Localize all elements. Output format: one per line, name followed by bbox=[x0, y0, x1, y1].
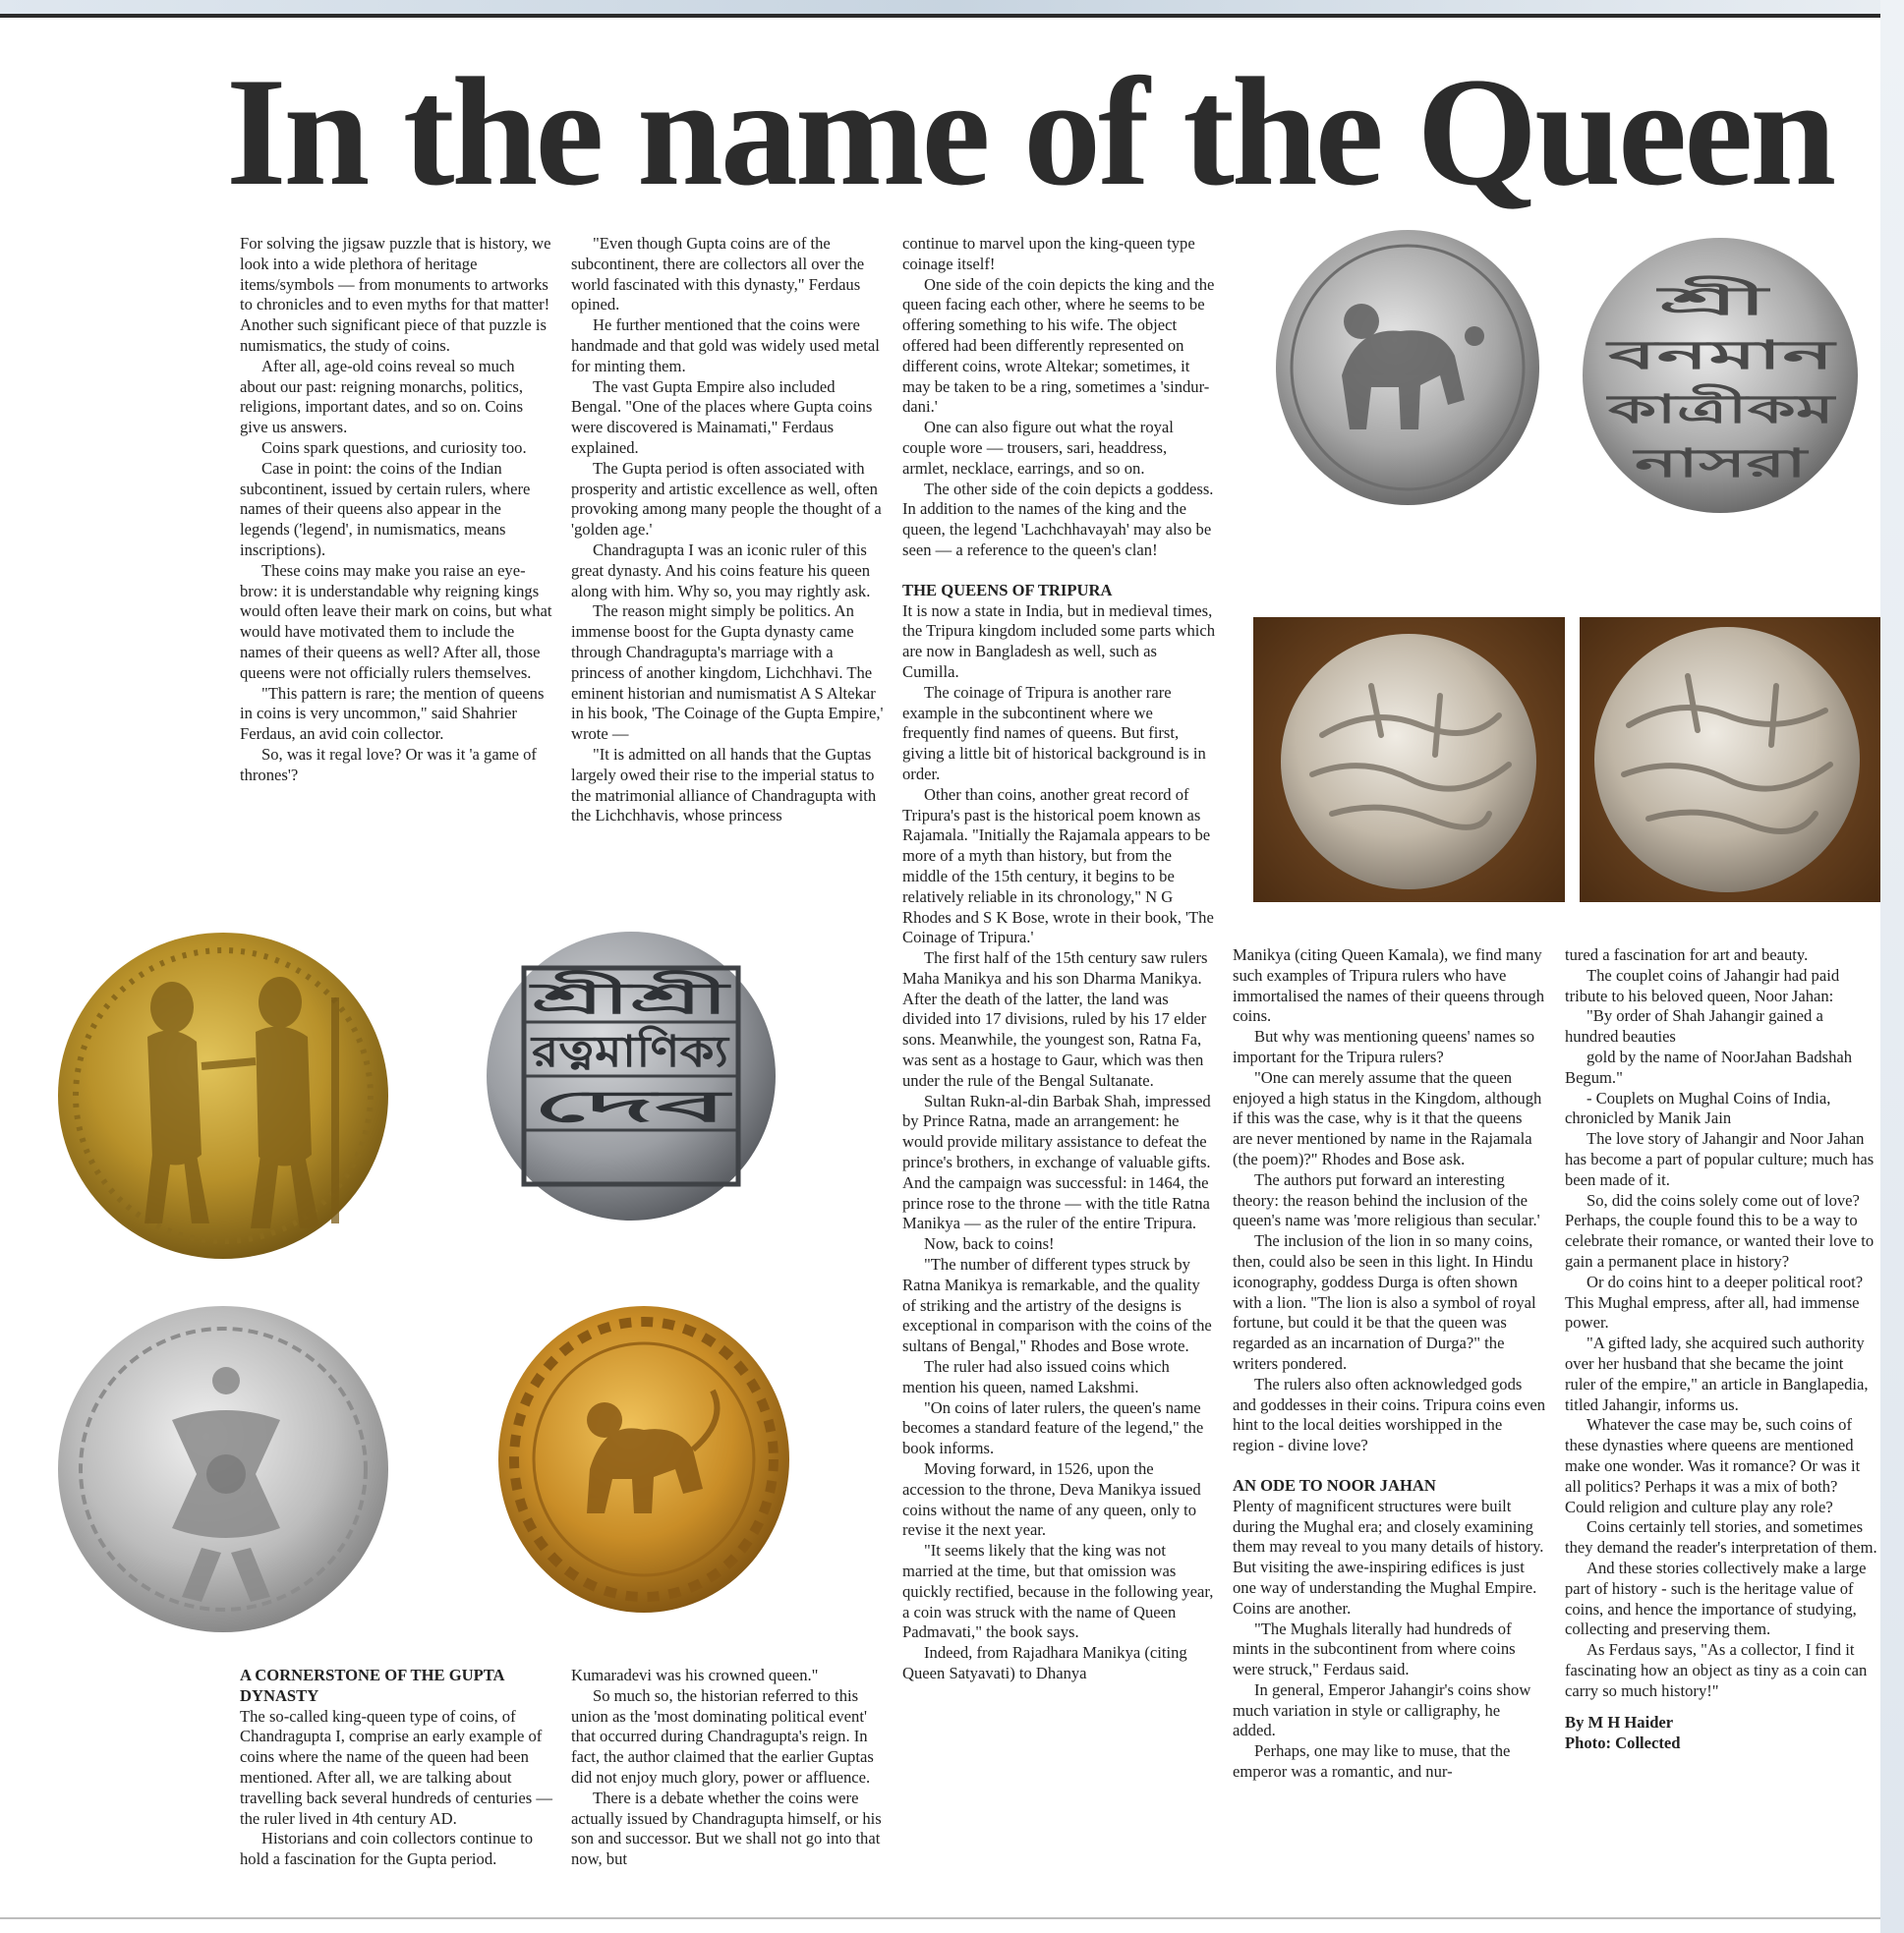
tripura-silver-lion-coin-image bbox=[1273, 228, 1543, 508]
paragraph: - Couplets on Mughal Coins of India, chronicled by Manik Jain bbox=[1565, 1088, 1831, 1128]
paragraph: Plenty of magnificent structures were built during the Mughal era; and closely examining them may reveal to you many details of history. But visiting the awe-inspiring edifices is just one way of understanding the Mughal Empire. Coins are another. bbox=[1233, 1496, 1544, 1618]
coin-legend-line: রত্নমাণিক্য bbox=[532, 1027, 706, 1077]
paragraph: But why was mentioning queens' names so important for the Tripura rulers? bbox=[1233, 1027, 1535, 1066]
top-decorative-band bbox=[0, 0, 1904, 14]
paragraph: "The number of different types struck by Ratna Manikya is remarkable, and the quality of striking and the artistry of the designs is exceptional in comparison with the coins of the sultans of Bengal," Rhodes and Bose wrote. bbox=[902, 1255, 1212, 1356]
paragraph: There is a debate whether the coins were actually issued by Chandragupta himself, or his son and successor. But we shall not go into that now, but bbox=[571, 1788, 882, 1869]
column-1-bottom bbox=[240, 1666, 552, 1870]
coin-legend-line: কাত্রীকম bbox=[1608, 387, 1737, 432]
paragraph: Other than coins, another great record of Tripura's past is the historical poem known as Rajamala. "Initially the Rajamala appears to be more of a myth than history, but from the middle of the 15th century, it begins to be relatively reliable in its chronology," N G Rhodes and S K Bose, wrote in their book, 'The Coinage of Tripura.' bbox=[902, 784, 1214, 947]
gupta-gold-coin-image bbox=[54, 929, 393, 1263]
paragraph: "It seems likely that the king was not married at the time, but that omission was quickly rectified, because in the following year, a coin was struck with the name of Queen Padmavati," the book says. bbox=[902, 1541, 1214, 1642]
paragraph: "A gifted lady, she acquired such authority over her husband that she became the joint ruler of the empire," an article in Banglapedia, titled Jahangir, informs us. bbox=[1565, 1334, 1869, 1414]
section-heading-gupta: A CORNERSTONE OF THE GUPTA DYNASTY bbox=[240, 1666, 504, 1705]
paragraph: The vast Gupta Empire also included Bengal. "One of the places where Gupta coins were discovered is Mainamati," Ferdaus explained. bbox=[571, 376, 873, 457]
column-1 bbox=[240, 234, 552, 786]
paragraph: Sultan Rukn-al-din Barbak Shah, impressed by Prince Ratna, made an arrangement: he would provide military assistance to defeat the prince's brothers, in exchange of valuable gifts. And the campaign was successful: in 1464, the prince rose to the throne — with the title Ratna Manikya — as the ruler of the entire Tripura. bbox=[902, 1091, 1211, 1233]
paragraph: One can also figure out what the royal couple wore — trousers, sari, headdress, armlet, necklace, earrings, and so on. bbox=[902, 418, 1174, 478]
paragraph: As Ferdaus says, "As a collector, I find it fascinating how an object as tiny as a coin can carry so much history!" bbox=[1565, 1640, 1868, 1700]
paragraph: Case in point: the coins of the Indian subcontinent, issued by certain rulers, where names of their queens also appear in the legends ('legend', in numismatics, means inscriptions). bbox=[240, 458, 531, 559]
coin-legend-line: বনমান bbox=[1603, 333, 1839, 378]
paragraph: For solving the jigsaw puzzle that is history, we look into a wide plethora of heritage items/symbols — from monuments to artworks to chronicles and to even myths for that matter! Another such significant piece of that puzzle is numismatics, the study of coins. bbox=[240, 234, 551, 355]
column-2-bottom bbox=[571, 1666, 884, 1870]
section-heading-noor-jahan: AN ODE TO NOOR JAHAN bbox=[1233, 1475, 1436, 1495]
paragraph: "It is admitted on all hands that the Guptas largely owed their rise to the imperial status to the matrimonial alliance of Chandragupta with the Lichchhavis, whose princess bbox=[571, 744, 877, 825]
mughal-coin-image bbox=[1253, 617, 1565, 902]
paragraph: Indeed, from Rajadhara Manikya (citing Queen Satyavati) to Dhanya bbox=[902, 1643, 1187, 1682]
paragraph: "On coins of later rulers, the queen's name becomes a standard feature of the legend," the book informs. bbox=[902, 1397, 1204, 1458]
paragraph: So, did the coins solely come out of love? Perhaps, the couple found this to be a way to celebrate their romance, or wanted their love to gain a permanent place in history? bbox=[1565, 1190, 1875, 1271]
coin-legend-line: শ্রী bbox=[1659, 279, 1701, 324]
paragraph: "Even though Gupta coins are of the subcontinent, there are collectors all over the world fascinated with this dynasty," Ferdaus opined. bbox=[571, 234, 865, 314]
paragraph: Now, back to coins! bbox=[924, 1234, 1055, 1254]
paragraph: So much so, the historian referred to this union as the 'most dominating political event' that occurred during Chandragupta's reign. In fact, the author claimed that the earlier Guptas did not enjoy much glory, power or affluence. bbox=[571, 1685, 874, 1787]
column-4 bbox=[1233, 945, 1545, 1783]
paragraph: The authors put forward an interesting theory: the reason behind the inclusion of the queen's name was 'more religious than secular.' bbox=[1233, 1169, 1540, 1230]
bottom-rule bbox=[0, 1917, 1880, 1919]
tripura-gold-lion-coin-image bbox=[496, 1302, 791, 1617]
paragraph: The inclusion of the lion in so many coins, then, could also be seen in this light. In Hindu iconography, goddess Durga is often shown with a lion. "The lion is also a symbol of royal fortune, but could it be that the queen was regarded as an incarnation of Durga?" the writers pondered. bbox=[1233, 1231, 1536, 1373]
paragraph: The Gupta period is often associated with prosperity and artistic excellence as well, often provoking among many people the thought of a 'golden age.' bbox=[571, 458, 882, 540]
paragraph: "This pattern is rare; the mention of queens in coins is very uncommon," said Shahrier Ferdaus, an avid coin collector. bbox=[240, 683, 545, 744]
paragraph: In general, Emperor Jahangir's coins show much variation in style or calligraphy, he added. bbox=[1233, 1679, 1531, 1740]
paragraph: The reason might simply be politics. An immense boost for the Gupta dynasty came through Chandragupta's marriage with a princess of another kingdom, Lichchhavi. The eminent historian and numismatist A S Altekar in his book, 'The Coinage of the Gupta Empire,' wrote — bbox=[571, 601, 884, 744]
paragraph: Moving forward, in 1526, upon the accession to the throne, Deva Manikya issued coins without the name of any queen, only to revise it the next year. bbox=[902, 1459, 1201, 1540]
paragraph: Or do coins hint to a deeper political root? This Mughal empress, after all, had immense power. bbox=[1565, 1272, 1864, 1333]
column-3 bbox=[902, 234, 1215, 1684]
mughal-coin-photo-left bbox=[1253, 617, 1565, 902]
paragraph: Kumaradevi was his crowned queen." bbox=[571, 1666, 819, 1684]
paragraph: One side of the coin depicts the king and the queen facing each other, where he seems to be offering something to his wife. The object offered had been differently represented on different coins, wrote Altekar; sometimes, it may be taken to be a ring, sometimes a 'sindur-dani.' bbox=[902, 274, 1215, 417]
paragraph: Historians and coin collectors continue to hold a fascination for the Gupta period. bbox=[240, 1829, 534, 1869]
paragraph: And these stories collectively make a large part of history - such is the heritage value of coins, and hence the importance of studying, collecting and preserving them. bbox=[1565, 1558, 1867, 1639]
page-title: In the name of the Queen bbox=[226, 46, 1834, 218]
paragraph: "The Mughals literally had hundreds of mints in the subcontinent from where coins were struck," Ferdaus said. bbox=[1233, 1619, 1516, 1679]
column-5 bbox=[1565, 945, 1877, 1754]
paragraph: Manikya (citing Queen Kamala), we find many such examples of Tripura rulers who have immortalised the names of their queens through coins. bbox=[1233, 945, 1545, 1026]
paragraph: So, was it regal love? Or was it 'a game of thrones'? bbox=[240, 744, 537, 784]
tripura-silver-legend-coin-image bbox=[1581, 236, 1861, 516]
paragraph: The couplet coins of Jahangir had paid tribute to his beloved queen, Noor Jahan: bbox=[1565, 965, 1840, 1005]
paragraph: gold by the name of NoorJahan Badshah Begum." bbox=[1565, 1047, 1853, 1087]
tripura-silver-square-coin-image bbox=[485, 929, 778, 1223]
gupta-silver-coin-image bbox=[54, 1302, 393, 1636]
paragraph: Whatever the case may be, such coins of these dynasties where queens are mentioned make one wonder. Was it romance? Or was it all politics? Perhaps it was a mix of both? Could religion and culture play any role? bbox=[1565, 1415, 1861, 1516]
paragraph: It is now a state in India, but in medieval times, the Tripura kingdom included some parts which are now in Bangladesh as well, such as Cumilla. bbox=[902, 600, 1216, 681]
paragraph: The love story of Jahangir and Noor Jahan has become a part of popular culture; much has been made of it. bbox=[1565, 1129, 1875, 1189]
paragraph: These coins may make you raise an eye-brow: it is understandable why reigning kings would often leave their mark on coins, but what would have motivated them to include the names of their queens as well? After all, those queens were not officially rulers themselves. bbox=[240, 560, 552, 682]
paragraph: The first half of the 15th century saw rulers Maha Manikya and his son Dharma Manikya. After the death of the latter, the land was divided into 17 divisions, ruled by his 17 elder sons. Meanwhile, the youngest son, Ratna Fa, was sent as a hostage to Gaur, which was then under the rule of the Bengal Sultanate. bbox=[902, 948, 1208, 1090]
paragraph: The so-called king-queen type of coins, of Chandragupta I, comprise an early example of coins where the name of the queen had been mentioned. After all, we are talking about travelling back several hundreds of centuries — the ruler lived in 4th century AD. bbox=[240, 1706, 552, 1828]
coin-legend-line: শ্রীশ্রী bbox=[532, 974, 622, 1024]
byline: By M H Haider bbox=[1565, 1713, 1674, 1733]
paragraph: Coins spark questions, and curiosity too. bbox=[261, 437, 527, 457]
paragraph: After all, age-old coins reveal so much about our past: reigning monarchs, politics, religions, important dates, and so on. Coins give us answers. bbox=[240, 356, 524, 437]
top-rule bbox=[0, 14, 1880, 18]
paragraph: continue to marvel upon the king-queen type coinage itself! bbox=[902, 234, 1195, 273]
paragraph: The ruler had also issued coins which mention his queen, named Lakshmi. bbox=[902, 1357, 1170, 1396]
column-2 bbox=[571, 234, 884, 826]
paragraph: The other side of the coin depicts a goddess. In addition to the names of the king and the queen, the legend 'Lachchhavayah' may also be seen — a reference to the queen's clan! bbox=[902, 479, 1214, 559]
paragraph: Chandragupta I was an iconic ruler of this great dynasty. And his coins feature his queen along with him. Why so, you may rightly ask. bbox=[571, 540, 871, 600]
section-heading-tripura: THE QUEENS OF TRIPURA bbox=[902, 580, 1113, 599]
paragraph: Coins certainly tell stories, and sometimes they demand the reader's interpretation of them. bbox=[1565, 1517, 1877, 1558]
coin-legend-line: নাসরা bbox=[1631, 441, 1810, 486]
paragraph: tured a fascination for art and beauty. bbox=[1565, 945, 1809, 964]
paragraph: Perhaps, one may like to muse, that the emperor was a romantic, and nur- bbox=[1233, 1741, 1511, 1782]
right-edge-strip bbox=[1880, 0, 1904, 1933]
paragraph: The coinage of Tripura is another rare example in the subcontinent where we frequently find names of queens. But first, giving a little bit of historical background is in order. bbox=[902, 682, 1206, 783]
mughal-coin-image bbox=[1580, 617, 1880, 902]
coin-legend-line: দেব bbox=[532, 1082, 733, 1132]
paragraph: "One can merely assume that the queen enjoyed a high status in the Kingdom, although if this was the case, why is it that the queens are never mentioned by name in the Rajamala (the poem)?" Rhodes and Bose ask. bbox=[1233, 1067, 1542, 1168]
paragraph: The rulers also often acknowledged gods and goddesses in their coins. Tripura coins even hint to the local deities worshipped in the region - divine love? bbox=[1233, 1374, 1546, 1455]
photo-credit: Photo: Collected bbox=[1565, 1734, 1681, 1753]
paragraph: "By order of Shah Jahangir gained a hundred beauties bbox=[1565, 1006, 1823, 1047]
mughal-coin-photo-right bbox=[1580, 617, 1880, 902]
paragraph: He further mentioned that the coins were handmade and that gold was widely used metal for minting them. bbox=[571, 315, 880, 375]
